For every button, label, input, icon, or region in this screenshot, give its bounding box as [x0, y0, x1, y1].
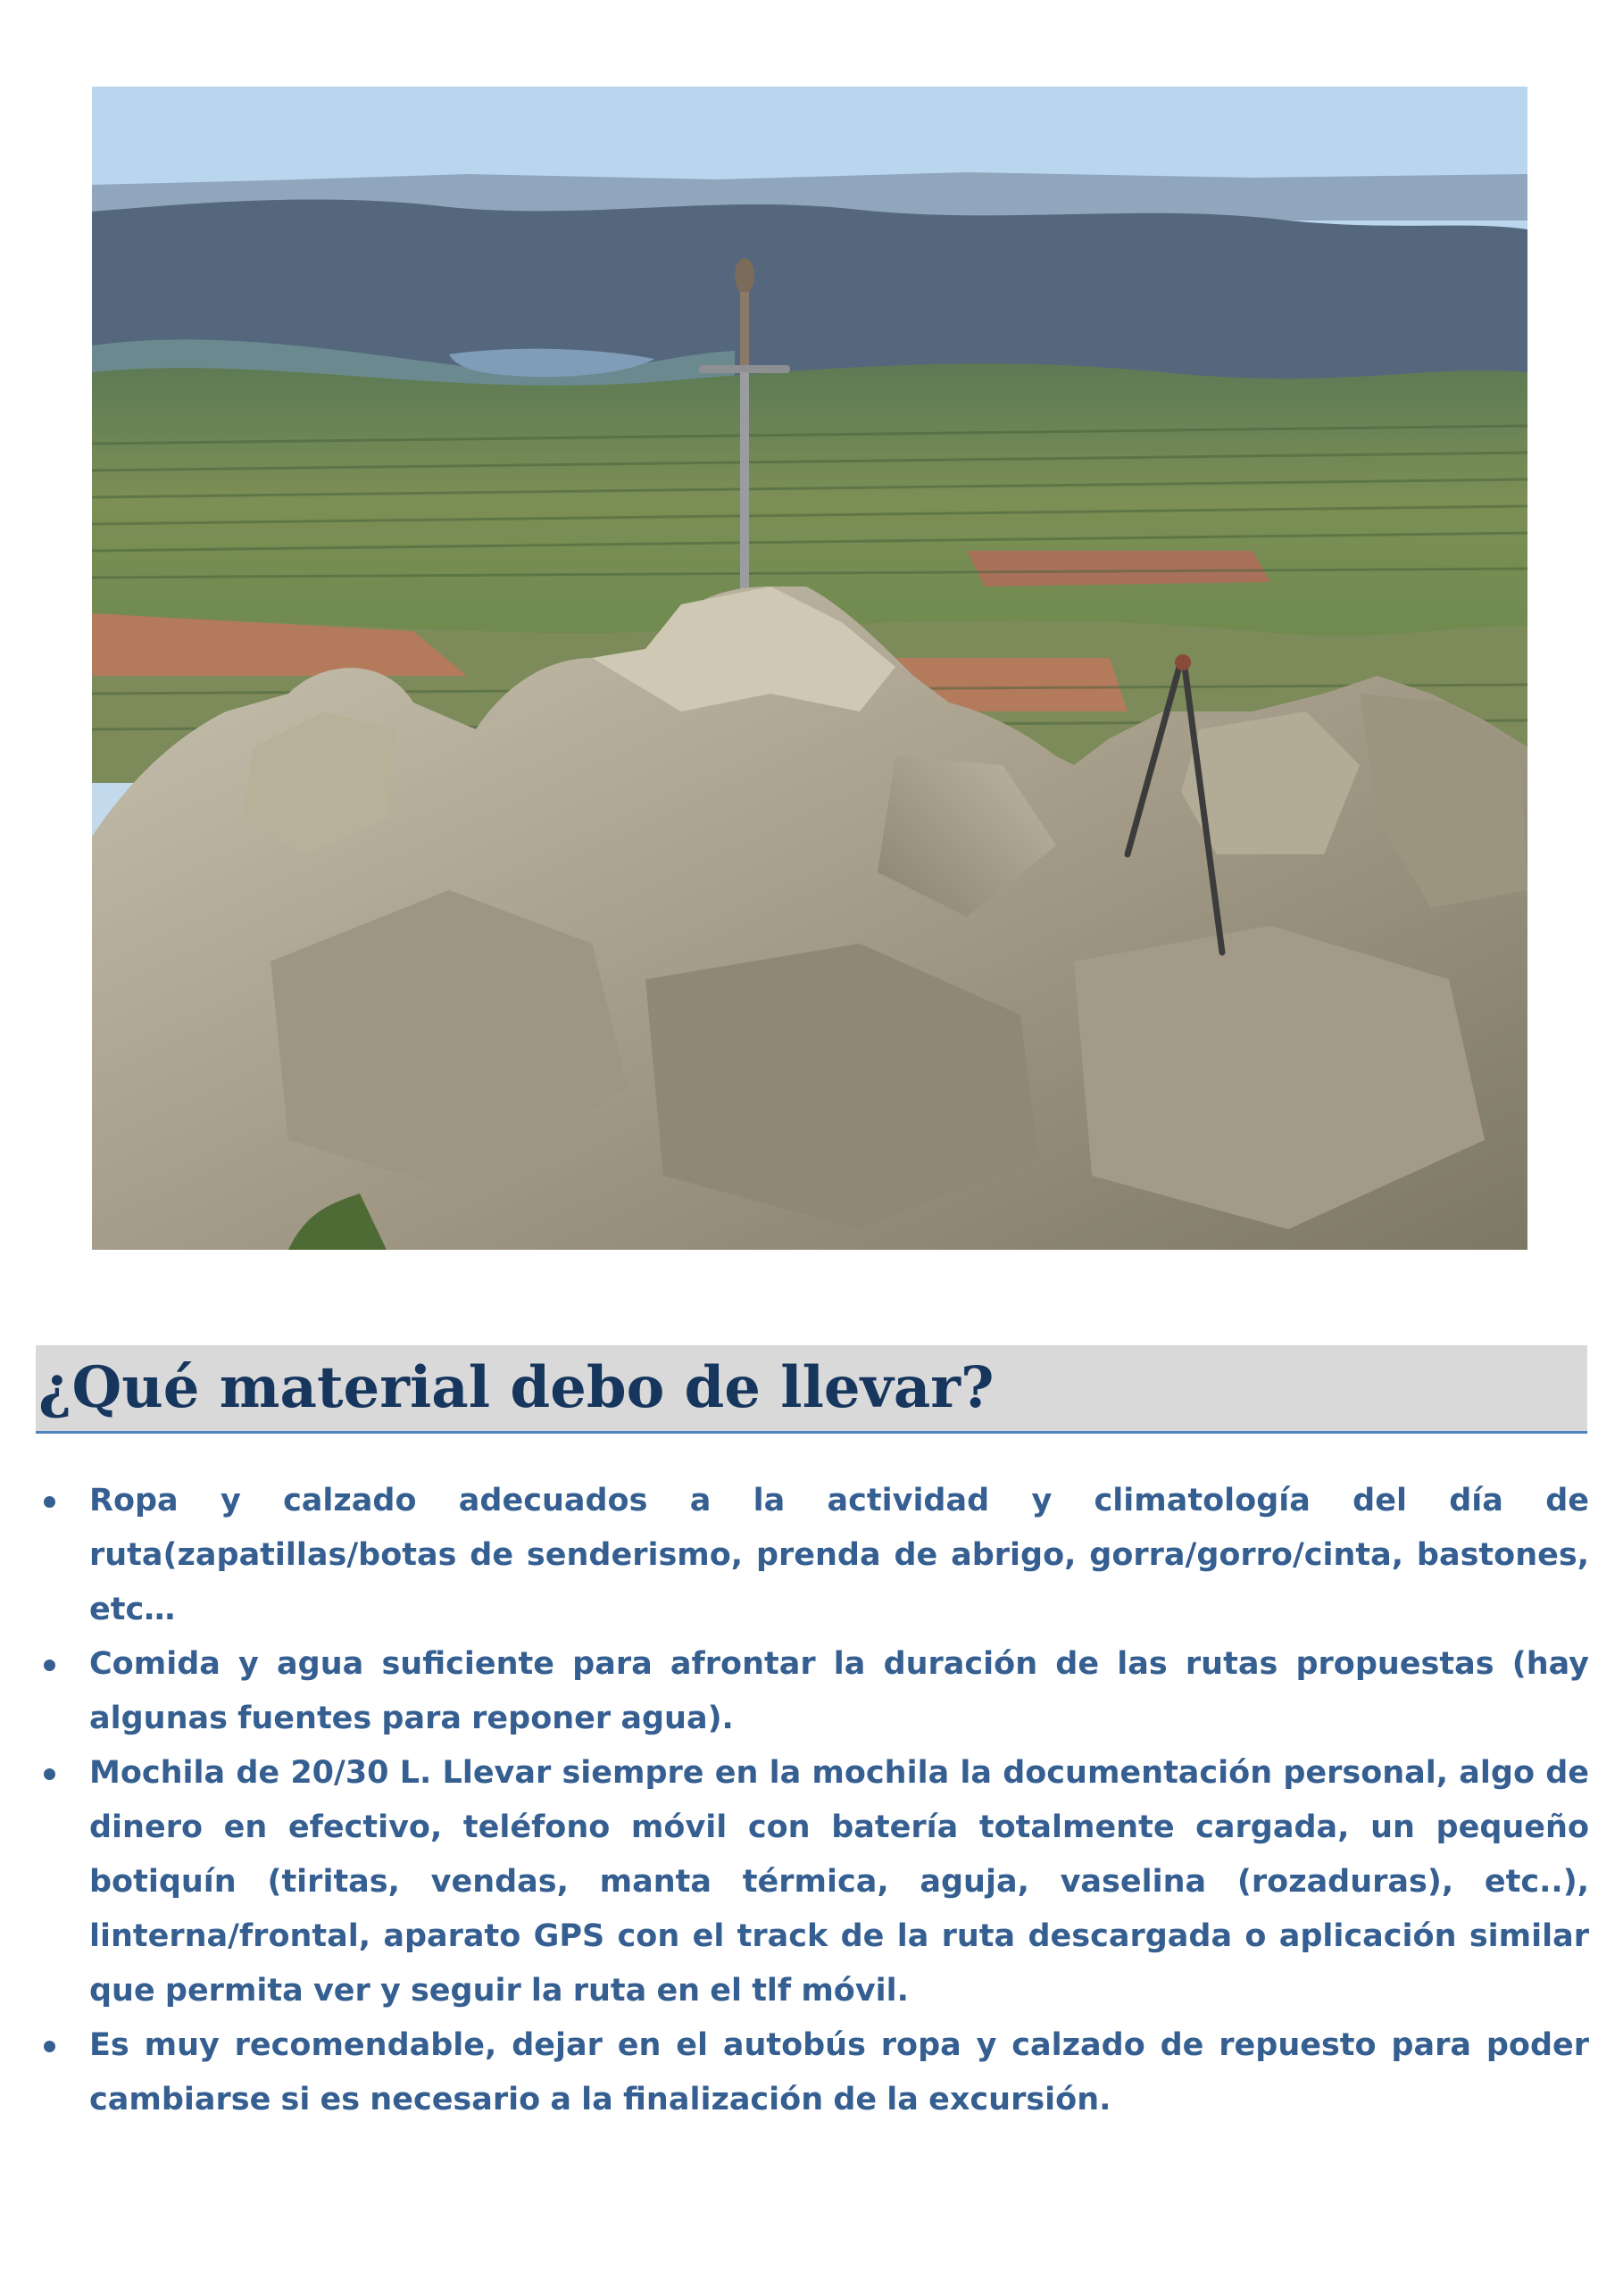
- list-item: [89, 2018, 1589, 2127]
- list-item-text: Comida y agua suficiente para afrontar la duración de las rutas propuestas (hay algunas fuentes para reponer agua).: [89, 1646, 1589, 1736]
- mountain-summit-photo: [92, 87, 1527, 1250]
- bullet-icon: [44, 1496, 55, 1508]
- list-item: [89, 1637, 1589, 1746]
- landscape-illustration: [92, 87, 1527, 1250]
- bullet-icon: [44, 2041, 55, 2052]
- material-list: [0, 1474, 1623, 2127]
- list-item-text: Ropa y calzado adecuados a la actividad y climatología del día de ruta(zapatillas/botas de senderismo, prenda de abrigo, gorra/gorro/cinta, bastones, etc…: [89, 1483, 1589, 1627]
- list-item: [89, 1474, 1589, 1637]
- list-item-text: Es muy recomendable, dejar en el autobús ropa y calzado de repuesto para poder cambiarse si es necesario a la finalización de la excursión.: [89, 2027, 1589, 2117]
- section-heading-band: [36, 1345, 1587, 1434]
- list-item: [89, 1746, 1589, 2018]
- bullet-icon: [44, 1660, 55, 1671]
- section-title: ¿Qué material debo de llevar?: [38, 1354, 995, 1421]
- red-soil-far: [967, 551, 1270, 586]
- list-item-text: Mochila de 20/30 L. Llevar siempre en la mochila la documentación personal, algo de dinero en efectivo, teléfono móvil con batería totalmente cargada, un pequeño botiquín (tiritas, vendas, manta térmica, aguja, vaselina (rozaduras), etc..), linterna/frontal, aparato GPS con el track de la ruta descargada o aplicación similar que permita ver y seguir la ruta en el tlf móvil.: [89, 1755, 1589, 2009]
- bullet-icon: [44, 1768, 55, 1780]
- pole-grips: [1175, 654, 1191, 670]
